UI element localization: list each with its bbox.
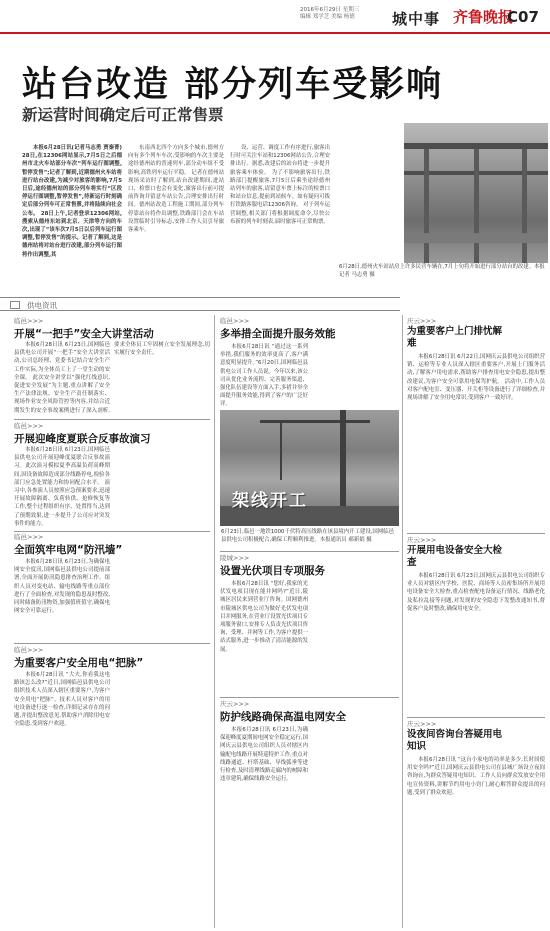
a9-body: 本报6月28日讯 6月23日,为确保迎峰度夏期间电网安全稳定运行,国网庆云县供电公司组织人员对辖区内输配电线路开展特巡特护工作,重点对线路通道、杆塔基础、导线弧垂等进行检查,及时清理线路走廊内的树障和违章建筑,确保线路安全运行。 [220,727,308,783]
mid-separator-1 [220,551,399,552]
a1-title: 开展“一把手”安全大讲堂活动 [14,328,154,340]
a2-kicker: 临邑>>> [220,317,250,325]
a10-body: 本报6月28日讯 “这台小家电的功率是多少,长时间使用安全吗?”近日,国网庆云县供电公司在县城广场设立夜间咨询台,为群众答疑用电知识。工作人员向群众发放安全用电宣传资料,讲解节约用电小窍门,耐心解答群众提出的问题,受到了群众欢迎。 [407,757,545,796]
construction-photo [220,410,399,526]
a9-body-col2 [312,726,399,926]
bulb-icon [10,301,20,309]
mid-separator-2 [220,697,399,698]
a1-separator [14,419,210,420]
a4-body-col2 [114,446,210,528]
editor-line: 编辑 郑学芝 美编 杨德 [300,14,355,20]
a10-title: 设夜间咨询台答疑用电知识 [407,729,503,752]
a9-body-col1 [220,726,308,926]
a2-body-col2 [312,343,399,407]
supply-info-label: 供电资讯 [27,301,57,310]
main-article-col2-text: 东南西北四个方向多个城市,德州方向有多个列车车次,受影响的车次主要是途经德州站的普速列车,部分动车组不受影响,高铁列车运行平稳。 记者在德州站现场采访时了解到,站台改建期间,进站口、检票口也会有变化,旅客出行前可提前咨询并留意车站公告,合理安排出行时间。德州站改造工程施工期间,部分列车停靠站台将作出调整,铁路部门会在车站设置临时引导标志,安排工作人员引导旅客乘车。 [128,145,224,234]
a1-body: 本报6月28日讯 6月23日,国网临邑县供电公司开展“一把手”安全大讲堂活动,公司总经理、党委书记结合安全生产工作实际,为全体员工上了一堂生动的安全课。 此次安全讲堂以“强化红线意识,促进安全发展”为主题,重点讲解了安全生产法律法规、安全生产责任制落实、现场作业安全风险管控等内容,并结合近期发生的安全事故案例进行了深入剖析, [14,342,110,414]
main-article-col3-text: 设、运营、调度工作有序进行,旅客出行时可关注车站和12306网站公告,合理安排出行。据悉,改建后的站台将进一步提升旅客乘车体验。 为了不影响旅客出行,铁路部门提醒旅客,7月5日后乘坐途经德州站列车的旅客,请留意车票上标注的检票口和站台信息,提前到站候车。如有疑问可拨打铁路客服电话12306咨询。 对于列车运营调整,相关部门将根据调度命令,尽快公布新的列车时刻表,届时旅客可正常购票。 [230,145,330,225]
a4-kicker: 临邑>>> [14,422,44,430]
right-separator-1 [407,533,545,534]
section-name: 城中事 [392,10,441,28]
a8-kicker: 临邑>>> [14,646,44,654]
a5-kicker: 临邑>>> [14,533,44,541]
a10-body-col [407,756,545,926]
main-article-col1-text: 本报6月28日讯(记者马志勇 贾秦菁) 28日,在12306网站显示,7月5日之后德州市北火车站部分车次“列车运行图调整,暂停发售”;记者了解到,近期德州火车站将进行站台改建,为减少对旅客的影响,7月5日后,途经德州站的部分列车将实行“区段停运行图调整,暂停发售”,待新运行时刻确定后部分列车可正常售票,并将陆续向社会公布。 28日上午,记者登录12306网站,搜索从德州东站到北京、天津等方向的车次,出现了“该车次7月5日以后列车运行图调整,暂停发售”的提示。记者了解到,这是德州站将对站台进行改建,部分列车运行图将作出调整,其 [22,145,122,258]
a4-separator [14,531,210,532]
main-article-col3 [230,144,330,296]
construction-photo-overlay: 架线开工 [232,491,308,511]
a7-body-col [407,572,545,712]
column-divider-left [214,315,215,928]
a7-title-line [407,545,507,569]
a5-body-col1 [14,558,110,640]
main-article-col2 [128,144,224,296]
a2-title: 多举措全面提升服务效能 [220,328,336,340]
right-separator-2 [407,717,545,718]
column-divider-right [402,315,403,928]
a5-body-col2 [114,558,210,640]
a6-kicker: 陵城>>> [220,554,250,562]
a3-title: 为重要客户上门排忧解难 [407,326,503,349]
a6-title: 设置光伏项目专项服务 [220,565,325,577]
a3-body: 本报6月28日讯 6月22日,国网庆云县供电公司组织营销、运检等专业人员深入辖区重要客户,开展上门服务活动,了解客户用电需求,帮助客户排查用电安全隐患,提出整改建议,为客户安全可靠用电保驾护航。 活动中,工作人员对客户配电室、变压器、开关柜等设备进行了详细检查,并现场讲解了安全用电常识,受到客户一致好评。 [407,354,545,402]
a1-body-col1 [14,341,110,415]
a5-body: 本报6月28日讯 6月23日,为确保电网安全度汛,国网临邑县供电公司提前部署,全面开展防汛隐患排查治理工作。组织人员对变电站、输电线路等重点部位进行了全面检查,对发现的隐患及时整改,同时储备防汛物资,加强值班值守,确保电网安全可靠运行。 [14,559,110,615]
a4-body: 本报6月28日讯 6月23日,国网临邑县供电公司开展迎峰度夏联合反事故演习。此次演习模拟夏季高温负荷高峰期间,因设备故障造成部分线路停电,检验各部门应急处置能力和协同配合水平。 演习中,各参演人员按照应急预案要求,迅速开展故障隔离、负荷转供、抢修恢复等工作,整个过程组织有序、处置得当,达到了预期效果,进一步提升了公司应对突发事件的能力。 [14,447,110,527]
supply-info-bar [0,297,400,311]
a7-title: 开展用电设备安全大检查 [407,545,503,568]
a1-body-continued: 要求全体员工牢固树立安全发展理念,切实履行安全责任。 [114,341,210,357]
a10-title-line [407,729,507,753]
a8-body-col1 [14,671,110,926]
a8-body-col2 [114,671,210,926]
a5-title: 全面筑牢电网“防汛墙” [14,544,123,556]
construction-photo-caption: 6月23日,临邑一地铁1000千伏特高压线路在该县境内开工建设,国网临邑县供电公司积极配合,确保工程顺利推进。本报通讯员 郝新娟 摄 [221,529,394,543]
main-headline: 站台改造 部分列车受影响 [22,65,444,105]
masthead-meta [300,7,359,21]
date-line: 2016年6月29日 星期三 [300,7,360,13]
a2-body: 本报6月28日讯 “通过这一系列举措,我们服务的效率更高了,客户满意度明显提升。”6月20日,国网临邑县供电公司工作人员说。今年以来,该公司从优化业务流程、完善服务渠道、强化队伍建设等方面入手,多措并举全面提升服务效能,得到了客户的广泛好评。 [220,344,308,407]
a3-kicker: 庆云>>> [407,317,437,325]
a4-body-col1 [14,446,110,528]
a2-body-continued [312,343,399,345]
a9-title: 防护线路确保高温电网安全 [220,711,346,723]
a3-title-line [407,326,507,350]
masthead-rule [0,32,550,34]
a6-body: 本报6月28日讯 “您好,我家的光伏发电项目现在能并网吗?”近日,陵城区居民来到营业厅咨询。国网德州市陵城区供电公司为做好光伏发电项目并网服务,在营业厅设置光伏项目专项服务窗口,安排专人负责光伏项目咨询、受理、并网等工作,为客户提供一站式服务,进一步推动了清洁能源的发展。 [220,581,308,653]
station-photo-caption: 6月28日,德州火车站站房上许多民营车辆在,7月上旬将开始进行部分站台的改建。本报记者 马志勇 摄 [339,264,545,278]
a7-kicker: 庆云>>> [407,536,437,544]
station-photo [404,123,548,263]
a1-kicker: 临邑>>> [14,317,44,325]
a8-body: 本报6月28日讯 “大夫,你看我这电路该怎么改?”近日,国网临邑县供电公司组织技术人员深入辖区重要客户,为客户安全用电“把脉”。技术人员对客户的用电设备进行逐一检查,详细记录存在的问题,并提出整改意见,帮助客户消除用电安全隐患,受到客户欢迎。 [14,672,110,728]
a7-body: 本报6月28日讯 6月23日,国网庆云县供电公司组织专业人员对辖区内学校、医院、商场等人员密集场所开展用电设备安全大检查,重点检查配电设备运行情况、线路老化及私拉乱接等问题,对发现的安全隐患下发整改通知书,督促客户及时整改,确保用电安全。 [407,573,545,612]
newspaper-logo: 齐鲁晚报 [453,8,514,26]
a5-separator [14,643,210,644]
a6-body-col1 [220,580,308,694]
page-number: C07 [507,8,539,26]
a1-body-col2 [114,341,210,415]
a8-title: 为重要客户安全用电“把脉” [14,657,144,669]
a2-body-col1 [220,343,308,407]
a6-body-col2 [312,580,399,694]
a10-kicker: 庆云>>> [407,720,437,728]
a3-body-col [407,353,545,530]
main-subhead: 新运营时间确定后可正常售票 [22,106,224,124]
main-article-col1 [22,144,122,296]
a4-title: 开展迎峰度夏联合反事故演习 [14,433,151,445]
a9-kicker: 庆云>>> [220,700,250,708]
